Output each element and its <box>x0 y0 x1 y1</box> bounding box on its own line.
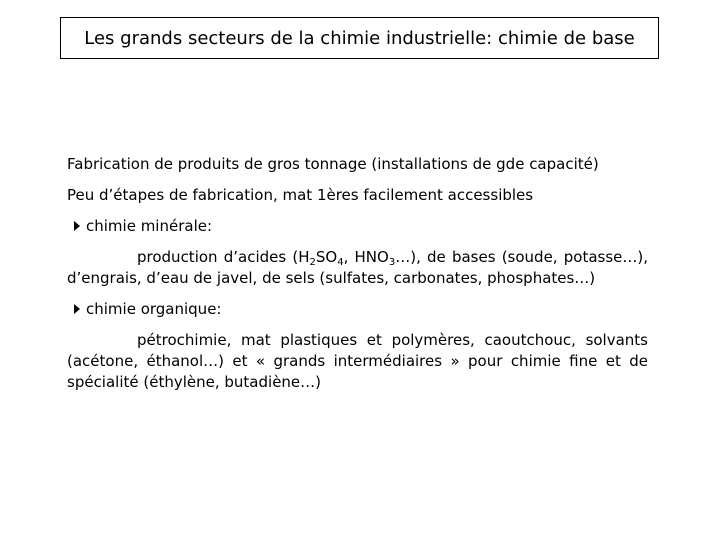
subscript-4: 4 <box>337 257 344 268</box>
paragraph-large-tonnage: Fabrication de produits de gros tonnage (installations de gde capacité) <box>67 155 599 173</box>
mineral-text-a: production d’acides (H <box>137 248 310 266</box>
paragraph-few-steps: Peu d’étapes de fabrication, mat 1ères facilement accessibles <box>67 186 534 204</box>
slide-title-box <box>60 17 659 59</box>
organic-description: pétrochimie, mat plastiques et polymères, caoutchouc, solvants (acétone, éthanol…) et « grands intermédiaires » pour chimie fine et de spécialité (éthylène, butadiène…) <box>67 331 648 391</box>
mineral-text-c: , HNO <box>343 248 389 266</box>
bullet-organic-label: chimie organique: <box>86 300 222 318</box>
slide-title: Les grands secteurs de la chimie industrielle: chimie de base <box>84 27 635 49</box>
slide-content <box>67 154 648 403</box>
subscript-2: 2 <box>309 257 316 268</box>
right-triangle-bullet-icon <box>74 221 80 231</box>
bullet-mineral-chemistry <box>67 216 648 237</box>
mineral-description <box>67 247 648 289</box>
mineral-text-b: SO <box>315 248 338 266</box>
subscript-3: 3 <box>388 257 396 268</box>
right-triangle-bullet-icon <box>74 304 80 314</box>
bullet-organic-chemistry <box>67 299 648 320</box>
mineral-text-d: …), de bases (soude, potasse…), d’engrais, d’eau de javel, de sels (sulfates, carbonates, phosphates…) <box>67 248 648 287</box>
bullet-mineral-label: chimie minérale: <box>86 217 213 235</box>
